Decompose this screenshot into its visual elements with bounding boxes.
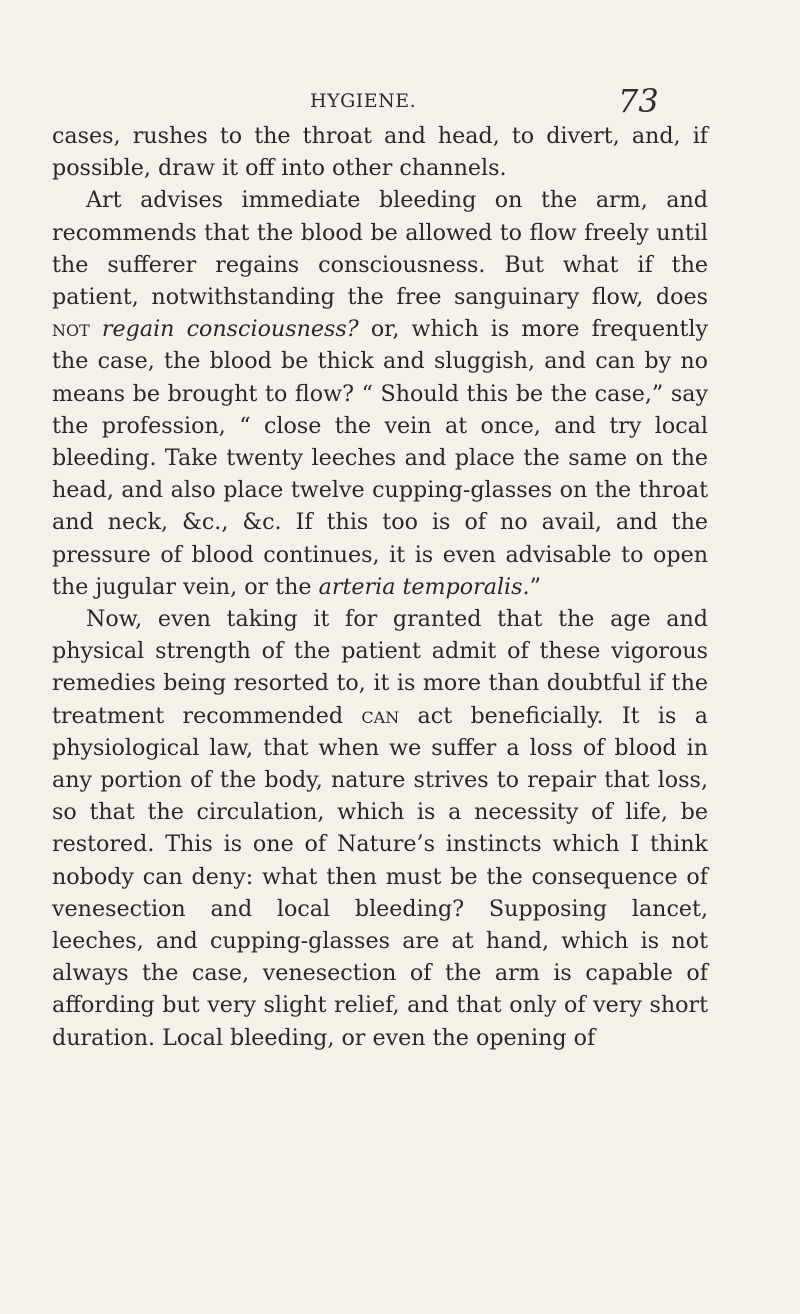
small-caps-word: can	[361, 702, 400, 729]
paragraph	[52, 184, 708, 603]
paragraph-text	[90, 316, 102, 342]
paragraph-text: act beneficially. It is a physiological law, that when we suffer a loss of blood in any portion of the body, nature strives to repair that loss, so that the circulation, which is a necessity of life, be restored. This is one of Nature’s instincts which I think nobody can deny: what then must be the consequence of venesection and local bleeding? Supposing lancet, leeches, and cupping-glasses are at hand, which is not always the case, venesection of the arm is capable of affording but very slight relief, and that only of very short duration. Local bleeding, or even the opening of	[52, 702, 708, 1051]
running-title: HYGIENE.	[310, 90, 417, 112]
paragraph-text: cases, rushes to the throat and head, to divert, and, if possible, draw it off into other channels.	[52, 123, 708, 182]
paragraph-text: or, which is more frequently the case, the blood be thick and sluggish, and can by no means be brought to flow? “ Should this be the case,” say the profession, “ close the vein at once, and try local bleeding. Take twenty leeches and place the same on the head, and also place twelve cupping-glasses on the throat and neck, &c., &c. If this too is of no avail, and the pressure of blood continues, it is even advisable to open the jugular vein, or the	[52, 316, 708, 600]
paragraph-continued	[52, 120, 708, 184]
italic-phrase: arteria temporalis.	[318, 573, 530, 600]
closing-quote: ”	[529, 573, 541, 600]
small-caps-word: not	[52, 316, 90, 343]
page-number: 73	[618, 82, 659, 120]
running-head	[0, 82, 800, 120]
paragraph	[52, 603, 708, 1054]
italic-phrase: regain consciousness?	[101, 316, 359, 343]
paragraph-text: Now, even taking it for granted that the age and physical strength of the patient admit of these vigorous remedies being resorted to, it is more than doubtful if the treatment recommended	[52, 606, 708, 729]
paragraph-text: Art advises immediate bleeding on the arm, and recommends that the blood be allowed to flow freely until the sufferer regains consciousness. But what if the patient, notwithstanding the free sanguinary flow, does	[52, 187, 708, 311]
body-text	[52, 120, 708, 1054]
